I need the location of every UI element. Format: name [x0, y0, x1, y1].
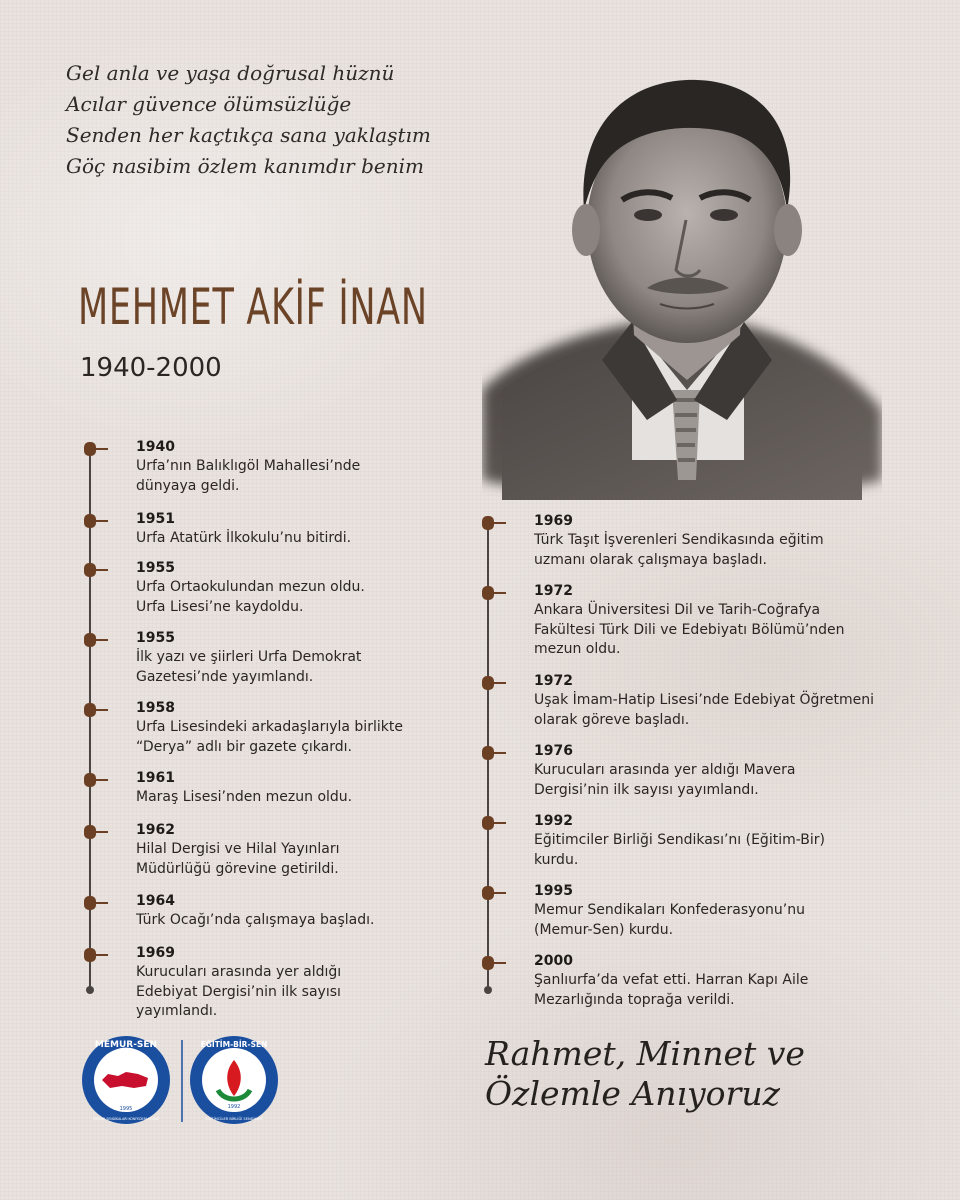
memursen-year: 1995	[119, 1106, 133, 1112]
event-year: 1961	[136, 770, 175, 786]
event-text: Urfa Ortaokulundan mezun oldu. Urfa Lisesi’ne kaydoldu.	[136, 579, 365, 615]
poet-name: MEHMET AKİF İNAN	[78, 278, 428, 336]
timeline-marker	[482, 516, 494, 530]
timeline-marker	[84, 896, 96, 910]
event-year: 1955	[136, 630, 175, 646]
timeline-marker	[84, 633, 96, 647]
event-year: 1969	[534, 513, 573, 529]
poem-line: Acılar güvence ölümsüzlüğe	[66, 92, 352, 116]
event-text: Eğitimciler Birliği Sendikası’nı (Eğitim-Bir) kurdu.	[534, 832, 825, 868]
event-text: İlk yazı ve şiirleri Urfa Demokrat Gazetesi’nde yayımlandı.	[136, 649, 362, 685]
event-year: 1940	[136, 439, 175, 455]
poem-line: Göç nasibim özlem kanımdır benim	[66, 154, 424, 178]
event-year: 1964	[136, 893, 175, 909]
timeline-marker	[84, 514, 96, 528]
event-text: Ankara Üniversitesi Dil ve Tarih-Coğrafya Fakültesi Türk Dili ve Edebiyatı Bölümü’nden mezun oldu.	[534, 602, 845, 657]
event-text: Memur Sendikaları Konfederasyonu’nu (Memur-Sen) kurdu.	[534, 902, 805, 938]
egitimbirsen-year: 1992	[227, 1104, 241, 1110]
marker-stem	[494, 822, 506, 824]
marker-stem	[96, 639, 108, 641]
event-text: Şanlıurfa’da vefat etti. Harran Kapı Aile Mezarlığında toprağa verildi.	[534, 972, 809, 1008]
timeline-end-dot	[484, 986, 492, 994]
marker-stem	[96, 954, 108, 956]
event-text: Türk Ocağı’nda çalışmaya başladı.	[136, 912, 375, 928]
marker-stem	[96, 902, 108, 904]
event-year: 1958	[136, 700, 175, 716]
event-year: 1972	[534, 583, 573, 599]
event-text: Uşak İmam-Hatip Lisesi’nde Edebiyat Öğretmeni olarak göreve başladı.	[534, 692, 874, 728]
event-year: 1955	[136, 560, 175, 576]
event-year: 1995	[534, 883, 573, 899]
event-text: Hilal Dergisi ve Hilal Yayınları Müdürlüğü görevine getirildi.	[136, 841, 340, 877]
event-text: Kurucuları arasında yer aldığı Mavera Dergisi’nin ilk sayısı yayımlandı.	[534, 762, 796, 798]
memursen-logo	[82, 1036, 170, 1124]
event-text: Kurucuları arasında yer aldığı Edebiyat Dergisi’nin ilk sayısı yayımlandı.	[136, 964, 342, 1019]
memursen-name: MEMUR-SEN	[94, 1040, 158, 1050]
egitimbirsen-logo	[190, 1036, 278, 1124]
event-year: 1951	[136, 511, 175, 527]
poet-years: 1940-2000	[80, 353, 222, 383]
timeline-marker	[84, 442, 96, 456]
marker-stem	[96, 831, 108, 833]
egitimbirsen-subtitle: EĞİTİMCİLER BİRLİĞİ SENDİKASI	[205, 1117, 263, 1121]
timeline-marker	[482, 886, 494, 900]
marker-stem	[96, 779, 108, 781]
marker-stem	[494, 752, 506, 754]
memursen-subtitle: MEMUR SENDİKALARI KONFEDERASYONU	[93, 1117, 159, 1121]
timeline-marker	[482, 676, 494, 690]
marker-stem	[96, 448, 108, 450]
event-text: Urfa Lisesindeki arkadaşlarıyla birlikte “Derya” adlı bir gazete çıkardı.	[136, 719, 403, 755]
marker-stem	[494, 592, 506, 594]
union-logos	[78, 1030, 278, 1140]
event-text: Urfa’nın Balıklıgöl Mahallesi’nde dünyaya geldi.	[136, 458, 361, 494]
marker-stem	[494, 682, 506, 684]
timeline-left	[84, 438, 464, 1019]
event-text: Urfa Atatürk İlkokulu’nu bitirdi.	[136, 530, 352, 546]
event-text: Maraş Lisesi’nden mezun oldu.	[136, 789, 353, 805]
event-year: 1969	[136, 945, 175, 961]
timeline-marker	[84, 825, 96, 839]
timeline-end-dot	[86, 986, 94, 994]
event-text: Türk Taşıt İşverenleri Sendikasında eğitim uzmanı olarak çalışmaya başladı.	[534, 532, 824, 568]
poem	[66, 58, 431, 182]
egitimbirsen-name: EĞİTİM-BİR-SEN	[200, 1040, 268, 1049]
poem-line: Gel anla ve yaşa doğrusal hüznü	[66, 61, 395, 85]
marker-stem	[494, 892, 506, 894]
marker-stem	[494, 522, 506, 524]
timeline-right	[482, 512, 882, 1008]
marker-stem	[96, 569, 108, 571]
closing-line: Özlemle Anıyoruz	[485, 1074, 780, 1113]
timeline-marker	[482, 956, 494, 970]
event-year: 2000	[534, 953, 573, 969]
poem-line: Senden her kaçtıkça sana yaklaştım	[66, 123, 431, 147]
timeline-marker	[482, 586, 494, 600]
event-year: 1976	[534, 743, 573, 759]
poet-portrait	[482, 60, 882, 500]
closing-message	[485, 1034, 805, 1114]
timeline-marker	[84, 703, 96, 717]
marker-stem	[96, 520, 108, 522]
marker-stem	[494, 962, 506, 964]
event-year: 1972	[534, 673, 573, 689]
event-year: 1992	[534, 813, 573, 829]
timeline-marker	[482, 746, 494, 760]
timeline-marker	[482, 816, 494, 830]
timeline-marker	[84, 773, 96, 787]
timeline-marker	[84, 563, 96, 577]
marker-stem	[96, 709, 108, 711]
closing-line: Rahmet, Minnet ve	[485, 1034, 805, 1073]
timeline-marker	[84, 948, 96, 962]
event-year: 1962	[136, 822, 175, 838]
